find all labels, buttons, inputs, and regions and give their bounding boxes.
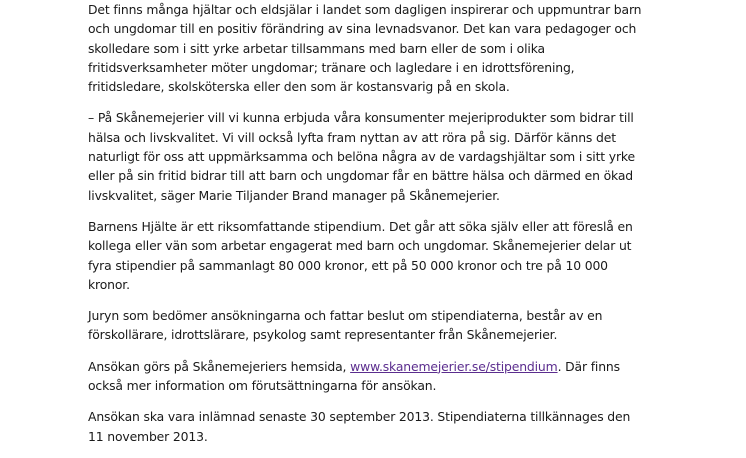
document-body (88, 0, 648, 458)
application-text-before: Ansökan görs på Skånemejeriers hemsida, (88, 358, 351, 374)
paragraph-deadline: Ansökan ska vara inlämnad senaste 30 september 2013. Stipendiaterna tillkännages den 11 november 2013. (88, 409, 631, 444)
paragraph-stipend-info: Barnens Hjälte är ett riksomfattande stipendium. Det går att söka själv eller att föreslå en kollega eller vän som arbetar engagerat med barn och ungdomar. Skånemejerier delar ut fyra stipendier på sammanlagt 80 000 kronor, ett på 50 000 kronor och tre på 10 000 kronor. (88, 218, 633, 292)
paragraph-quote: – På Skånemejerier vill vi kunna erbjuda våra konsumenter mejeriprodukter som bidrar till hälsa och livskvalitet. Vi vill också lyfta fram nyttan av att röra på sig. Därför känns det naturligt för oss att uppmärksamma och belöna några av de vardagshjältar som i sitt yrke eller på sin fritid bidrar till att barn och ungdomar får en bättre hälsa och därmed en ökad livskvalitet, säger Marie Tiljander Brand manager på Skånemejerier. (88, 110, 635, 203)
stipend-link[interactable]: www.skanemejerier.se/stipendium (350, 358, 558, 374)
paragraph-application (88, 357, 648, 396)
paragraph-intro: Det finns många hjältar och eldsjälar i landet som dagligen inspirerar och uppmuntrar barn och ungdomar till en positiv förändring av sina levnadsvanor. Det kan vara pedagoger och skolledare som i sitt yrke arbetar tillsammans med barn eller de som i olika fritidsverksamheter möter ungdomar; tränare och lagledare i en idrottsförening, fritidsledare, skolsköterska eller den som är kostansvarig på en skola. (88, 2, 642, 95)
paragraph-jury: Juryn som bedömer ansökningarna och fattar beslut om stipendiaterna, består av en förskollärare, idrottslärare, psykolog samt representanter från Skånemejerier. (88, 308, 603, 343)
application-text-after: . Där finns också mer information om förutsättningarna för ansökan. (88, 358, 620, 394)
